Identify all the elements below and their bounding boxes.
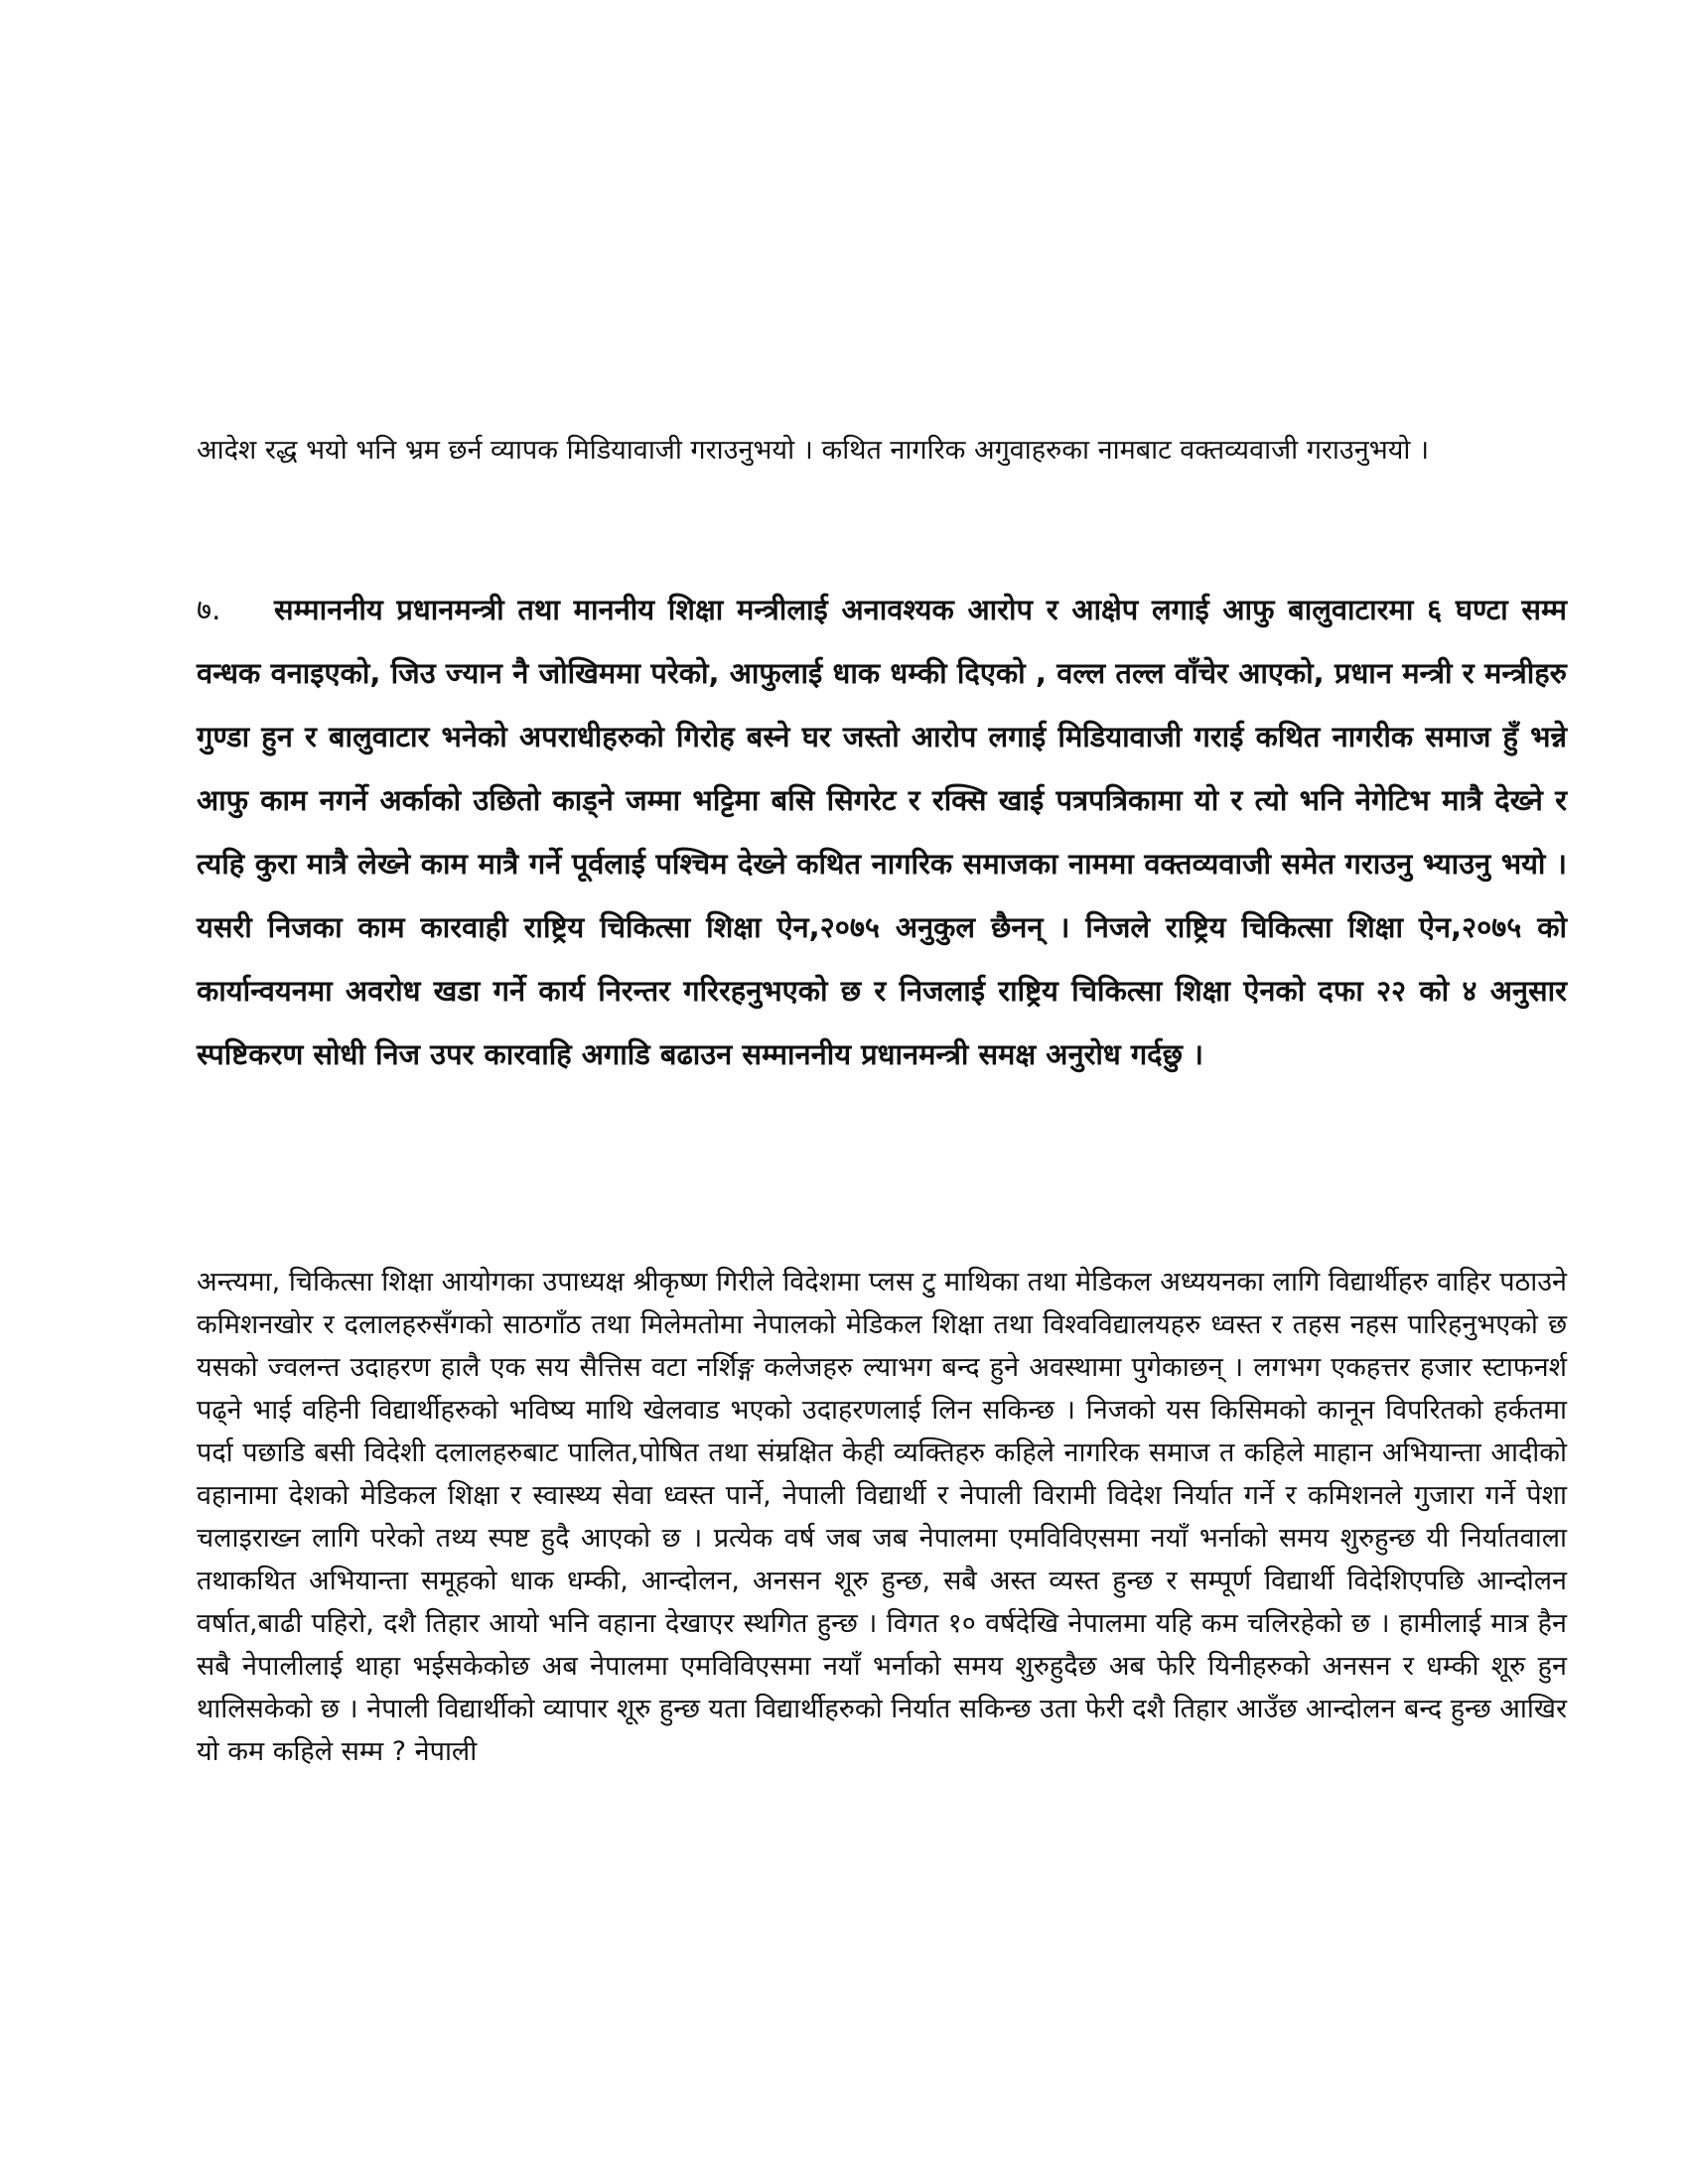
section-7-text: सम्माननीय प्रधानमन्त्री तथा माननीय शिक्षा मन्त्रीलाई अनावश्यक आरोप र आक्षेप लगाई आफु बालुवाटारमा ६ घण्टा सम्म वन्धक वनाइएको, जिउ ज्यान नै जोखिममा परेको, आफुलाई धाक धम्की दिएको , वल्ल तल्ल वाँचेर आएको, प्रधान मन्त्री र मन्त्रीहरु गुण्डा हुन र बालुवाटार भनेको अपराधीहरुको गिरोह बस्ने घर जस्तो आरोप लगाई मिडियावाजी गराई कथित नागरीक समाज हुँ भन्ने आफु काम नगर्ने अर्काको उछितो काड्ने जम्मा भट्टिमा बसि सिगरेट र रक्सि खाई पत्रपत्रिकामा यो र त्यो भनि नेगेटिभ मात्रै देख्ने र त्यहि कुरा मात्रै लेख्ने काम मात्रै गर्ने पूर्वलाई पश्चिम देख्ने कथित नागरिक समाजका नाममा वक्तव्यवाजी समेत गराउनु भ्याउनु भयो । यसरी निजका काम कारवाही राष्ट्रिय चिकित्सा शिक्षा ऐन,२०७५ अनुकुल छैनन् । निजले राष्ट्रिय चिकित्सा शिक्षा ऐन,२०७५ को कार्यान्वयनमा अवरोध खडा गर्ने कार्य निरन्तर गरिरहनुभएको छ र निजलाई राष्ट्रिय चिकित्सा शिक्षा ऐनको दफा २२ को ४ अनुसार स्पष्टिकरण सोधी निज उपर कारवाहि अगाडि बढाउन सम्माननीय प्रधानमन्त्री समक्ष अनुरोध गर्दछु । [197,593,1567,1071]
closing-paragraph: अन्त्यमा, चिकित्सा शिक्षा आयोगका उपाध्यक्ष श्रीकृष्ण गिरीले विदेशमा प्लस टु माथिका तथा मेडिकल अध्ययनका लागि विद्यार्थीहरु वाहिर पठाउने कमिशनखोर र दलालहरुसँगको साठगाँठ तथा मिलेमतोमा नेपालको मेडिकल शिक्षा तथा विश्वविद्यालयहरु ध्वस्त र तहस नहस पारिहनुभएको छ यसको ज्वलन्त उदाहरण हालै एक सय सैत्तिस वटा नर्शिङ्ग कलेजहरु ल्याभग बन्द हुने अवस्थामा पुगेकाछन् । लगभग एकहत्तर हजार स्टाफनर्श पढ्ने भाई वहिनी विद्यार्थीहरुको भविष्य माथि खेलवाड भएको उदाहरणलाई लिन सकिन्छ । निजको यस किसिमको कानून विपरितको हर्कतमा पर्दा पछाडि बसी विदेशी दलालहरुबाट पालित,पोषित तथा संम्रक्षित केही व्यक्तिहरु कहिले नागरिक समाज त कहिले माहान अभियान्ता आदीको वहानामा देशको मेडिकल शिक्षा र स्वास्थ्य सेवा ध्वस्त पार्ने, नेपाली विद्यार्थी र नेपाली विरामी विदेश निर्यात गर्ने र कमिशनले गुजारा गर्ने पेशा चलाइराख्न लागि परेको तथ्य स्पष्ट हुदै आएको छ । प्रत्येक वर्ष जब जब नेपालमा एमविविएसमा नयाँ भर्नाको समय शुरुहुन्छ यी निर्यातवाला तथाकथित अभियान्ता समूहको धाक धम्की, आन्दोलन, अनसन शूरु हुन्छ, सबै अस्त व्यस्त हुन्छ र सम्पूर्ण विद्यार्थी विदेशिएपछि आन्दोलन वर्षात,बाढी पहिरो, दशै तिहार आयो भनि वहाना देखाएर स्थगित हुन्छ । विगत १० वर्षदेखि नेपालमा यहि कम चलिरहेको छ । हामीलाई मात्र हैन सबै नेपालीलाई थाहा भईसकेकोछ अब नेपालमा एमविविएसमा नयाँ भर्नाको समय शुरुहुदैछ अब फेरि यिनीहरुको अनसन र धम्की शूरु हुन थालिसकेको छ । नेपाली विद्यार्थीको व्यापार शूरु हुन्छ यता विद्यार्थीहरुको निर्यात सकिन्छ उता फेरी दशै तिहार आउँछ आन्दोलन बन्द हुन्छ आखिर यो कम कहिले सम्म ? नेपाली [197,1267,1567,1767]
section-7-paragraph [197,578,1567,1086]
intro-paragraph: आदेश रद्ध भयो भनि भ्रम छर्न व्यापक मिडियावाजी गराउनुभयो । कथित नागरिक अगुवाहरुका नामबाट वक्तव्यवाजी गराउनुभयो । [197,435,1430,466]
section-7-number: ७. [197,593,221,626]
